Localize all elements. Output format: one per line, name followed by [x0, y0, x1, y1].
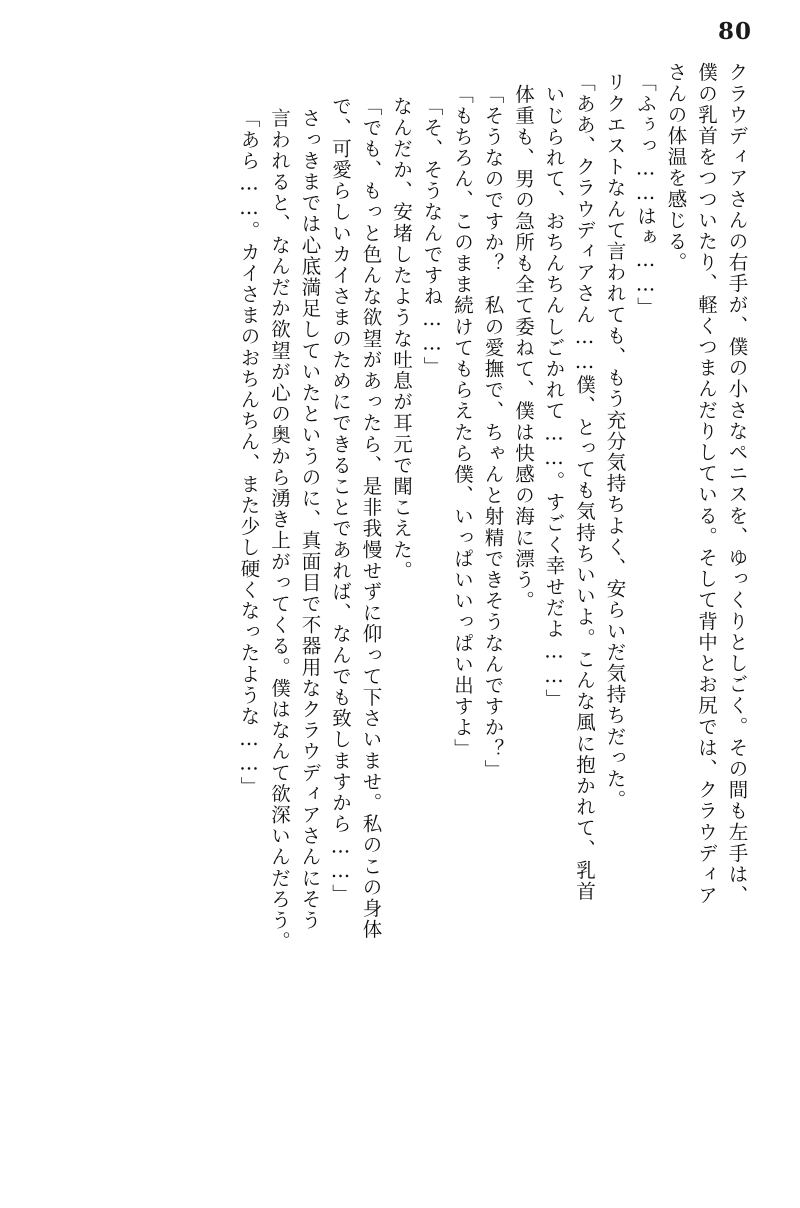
- text-line: 「あら……。カイさまのおちんちん、また少し硬くなったような……」: [237, 108, 261, 798]
- text-line: 「ああ、クラウディアさん……僕、とっても気持ちいいよ。こんな風に抱かれて、乳首: [573, 72, 596, 902]
- text-line: 言われると、なんだか欲望が心の奥から湧き上がってくる。僕はなんて欲深いんだろう。: [268, 108, 291, 952]
- text-line: で、可愛らしいカイさまのためにできることであれば、なんでも致しますから……」: [329, 96, 352, 905]
- text-line: 僕の乳首をつついたり、軽くつまんだりしている。そして背中とお尻では、クラウディア: [695, 62, 718, 906]
- text-line: さんの体温を感じる。: [664, 62, 688, 273]
- text-line: 体重も、男の急所も全て委ねて、僕は快感の海に漂う。: [512, 84, 535, 612]
- text-line: なんだか、安堵したような吐息が耳元で聞こえた。: [390, 96, 413, 582]
- text-line: さっきまでは心底満足していたというのに、真面目で不器用なクラウディアさんにそう: [298, 108, 322, 931]
- vertical-text-body: [52, 62, 752, 1162]
- text-line: 「そ、そうなんですね……」: [420, 96, 444, 378]
- text-line: リクエストなんて言われても、もう充分気持ちよく、安らいだ気持ちだった。: [603, 72, 627, 811]
- text-line: クラウディアさんの右手が、僕の小さなペニスを、ゆっくりとしごく。その間も左手は、: [725, 62, 749, 906]
- text-line: 「ふぅっ……はぁ……」: [634, 72, 657, 319]
- page-number: 80: [717, 18, 752, 45]
- text-line: 「そうなのですか？ 私の愛撫で、ちゃんと射精できそうなんですか？」: [481, 84, 505, 781]
- text-line: 「もちろん、このまま続けてもらえたら僕、いっぱいいっぱい出すよ」: [451, 84, 474, 760]
- text-line: 「でも、もっと色んな欲望があったら、是非我慢せずに仰って下さいませ。私のこの身体: [359, 96, 383, 940]
- text-line: いじられて、おちんちんしごかれて……。すごく幸せだよ……」: [542, 84, 566, 710]
